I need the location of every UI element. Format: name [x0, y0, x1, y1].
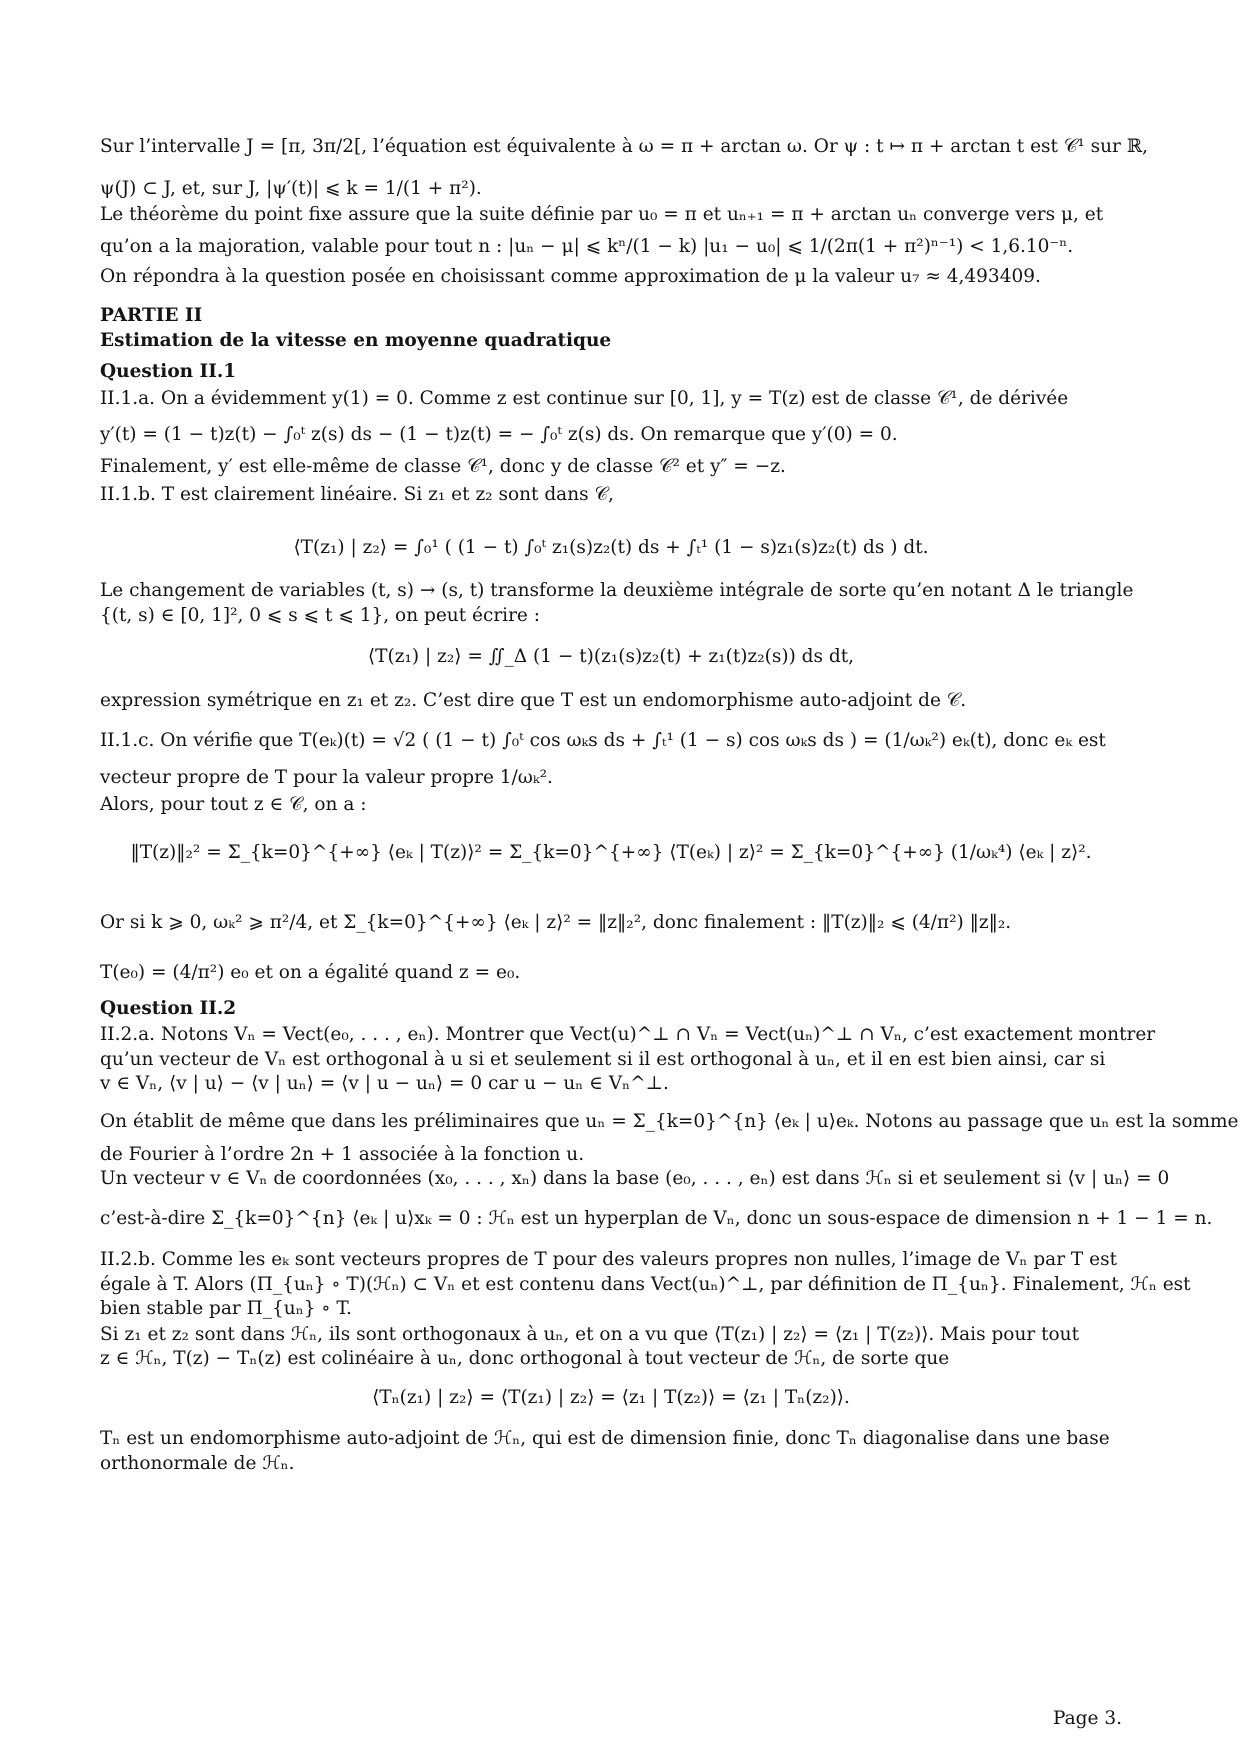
- text-line: On établit de même que dans les préliminaires que uₙ = Σ_{k=0}^{n} ⟨eₖ | u⟩eₖ. Notons au passage que uₙ est la somme: [100, 1111, 1239, 1132]
- text-line: Alors, pour tout z ∈ 𝒞, on a :: [100, 794, 367, 815]
- text-line: bien stable par Π_{uₙ} ∘ T.: [100, 1298, 352, 1319]
- text-line: orthonormale de ℋₙ.: [100, 1453, 295, 1474]
- text-line: II.2.a. Notons Vₙ = Vect(e₀, . . . , eₙ). Montrer que Vect(u)^⊥ ∩ Vₙ = Vect(uₙ)^⊥ ∩ Vₙ, c’est exactement montrer: [100, 1024, 1156, 1045]
- section-subtitle: Estimation de la vitesse en moyenne quadratique: [100, 330, 612, 351]
- text-line: Le changement de variables (t, s) → (s, t) transforme la deuxième intégrale de sorte qu’en notant Δ le triangle: [100, 580, 1134, 601]
- text-line: Tₙ est un endomorphisme auto-adjoint de ℋₙ, qui est de dimension finie, donc Tₙ diagonalise dans une base: [100, 1428, 1110, 1449]
- text-line: égale à T. Alors (Π_{uₙ} ∘ T)(ℋₙ) ⊂ Vₙ et est contenu dans Vect(uₙ)^⊥, par définition de Π_{uₙ}. Finalement, ℋₙ est: [100, 1274, 1191, 1295]
- text-line: y′(t) = (1 − t)z(t) − ∫₀ᵗ z(s) ds − (1 − t)z(t) = − ∫₀ᵗ z(s) ds. On remarque que y′(0) = 0.: [100, 424, 898, 445]
- text-line: II.1.b. T est clairement linéaire. Si z₁ et z₂ sont dans 𝒞,: [100, 484, 614, 505]
- text-line: II.1.a. On a évidemment y(1) = 0. Comme z est continue sur [0, 1], y = T(z) est de classe 𝒞¹, de dérivée: [100, 388, 1069, 409]
- text-line: Sur l’intervalle J = [π, 3π/2[, l’équation est équivalente à ω = π + arctan ω. Or ψ : t ↦ π + arctan t est 𝒞¹ sur ℝ,: [100, 136, 1149, 157]
- text-line: Si z₁ et z₂ sont dans ℋₙ, ils sont orthogonaux à uₙ, et on a vu que ⟨T(z₁) | z₂⟩ = ⟨z₁ | T(z₂)⟩. Mais pour tout: [100, 1324, 1080, 1345]
- text-line: de Fourier à l’ordre 2n + 1 associée à la fonction u.: [100, 1144, 585, 1165]
- text-line: Un vecteur v ∈ Vₙ de coordonnées (x₀, . . . , xₙ) dans la base (e₀, . . . , eₙ) est dans ℋₙ si et seulement si ⟨v | uₙ⟩ = 0: [100, 1168, 1170, 1189]
- text-line: expression symétrique en z₁ et z₂. C’est dire que T est un endomorphisme auto-adjoint de 𝒞.: [100, 690, 967, 711]
- question-heading: Question II.1: [100, 361, 237, 382]
- text-line: II.2.b. Comme les eₖ sont vecteurs propres de T pour des valeurs propres non nulles, l’image de Vₙ par T est: [100, 1249, 1118, 1270]
- text-line: qu’on a la majoration, valable pour tout n : |uₙ − μ| ⩽ kⁿ/(1 − k) |u₁ − u₀| ⩽ 1/(2π(1 + π²)ⁿ⁻¹) < 1,6.10⁻ⁿ.: [100, 236, 1074, 257]
- text-line: v ∈ Vₙ, ⟨v | u⟩ − ⟨v | uₙ⟩ = ⟨v | u − uₙ⟩ = 0 car u − uₙ ∈ Vₙ^⊥.: [100, 1073, 669, 1094]
- display-equation: ⟨T(z₁) | z₂⟩ = ∬_Δ (1 − t)(z₁(s)z₂(t) + z₁(t)z₂(s)) ds dt,: [367, 646, 855, 667]
- display-equation: ⟨Tₙ(z₁) | z₂⟩ = ⟨T(z₁) | z₂⟩ = ⟨z₁ | T(z₂)⟩ = ⟨z₁ | Tₙ(z₂)⟩.: [372, 1387, 850, 1408]
- text-line: qu’un vecteur de Vₙ est orthogonal à u si et seulement si il est orthogonal à uₙ, et il en est bien ainsi, car si: [100, 1049, 1106, 1070]
- text-line: z ∈ ℋₙ, T(z) − Tₙ(z) est colinéaire à uₙ, donc orthogonal à tout vecteur de ℋₙ, de sorte que: [100, 1348, 950, 1369]
- text-line: T(e₀) = (4/π²) e₀ et on a égalité quand z = e₀.: [100, 962, 521, 983]
- text-line: vecteur propre de T pour la valeur propre 1/ωₖ².: [100, 767, 553, 788]
- text-line: Le théorème du point fixe assure que la suite définie par u₀ = π et uₙ₊₁ = π + arctan uₙ converge vers μ, et: [100, 204, 1104, 225]
- question-heading: Question II.2: [100, 998, 237, 1019]
- text-line: ψ(J) ⊂ J, et, sur J, |ψ′(t)| ⩽ k = 1/(1 + π²).: [100, 178, 482, 199]
- page-number: Page 3.: [1053, 1708, 1122, 1729]
- text-line: On répondra à la question posée en choisissant comme approximation de μ la valeur u₇ ≈ 4,493409.: [100, 266, 1041, 287]
- text-line: II.1.c. On vérifie que T(eₖ)(t) = √2 ( (1 − t) ∫₀ᵗ cos ωₖs ds + ∫ₜ¹ (1 − s) cos ωₖs ds ) = (1/ωₖ²) eₖ(t), donc eₖ est: [100, 730, 1106, 751]
- display-equation: ‖T(z)‖₂² = Σ_{k=0}^{+∞} ⟨eₖ | T(z)⟩² = Σ_{k=0}^{+∞} ⟨T(eₖ) | z⟩² = Σ_{k=0}^{+∞} (1/ωₖ⁴) ⟨eₖ | z⟩².: [130, 842, 1092, 863]
- section-heading: PARTIE II: [100, 305, 203, 326]
- text-line: c’est-à-dire Σ_{k=0}^{n} ⟨eₖ | u⟩xₖ = 0 : ℋₙ est un hyperplan de Vₙ, donc un sous-espace de dimension n + 1 − 1 = n.: [100, 1208, 1213, 1229]
- text-line: Or si k ⩾ 0, ωₖ² ⩾ π²/4, et Σ_{k=0}^{+∞} ⟨eₖ | z⟩² = ‖z‖₂², donc finalement : ‖T(z)‖₂ ⩽ (4/π²) ‖z‖₂.: [100, 912, 1012, 933]
- text-line: {(t, s) ∈ [0, 1]², 0 ⩽ s ⩽ t ⩽ 1}, on peut écrire :: [100, 605, 540, 626]
- display-equation: ⟨T(z₁) | z₂⟩ = ∫₀¹ ( (1 − t) ∫₀ᵗ z₁(s)z₂(t) ds + ∫ₜ¹ (1 − s)z₁(s)z₂(t) ds ) dt.: [293, 537, 929, 558]
- text-line: Finalement, y′ est elle-même de classe 𝒞¹, donc y de classe 𝒞² et y″ = −z.: [100, 456, 786, 477]
